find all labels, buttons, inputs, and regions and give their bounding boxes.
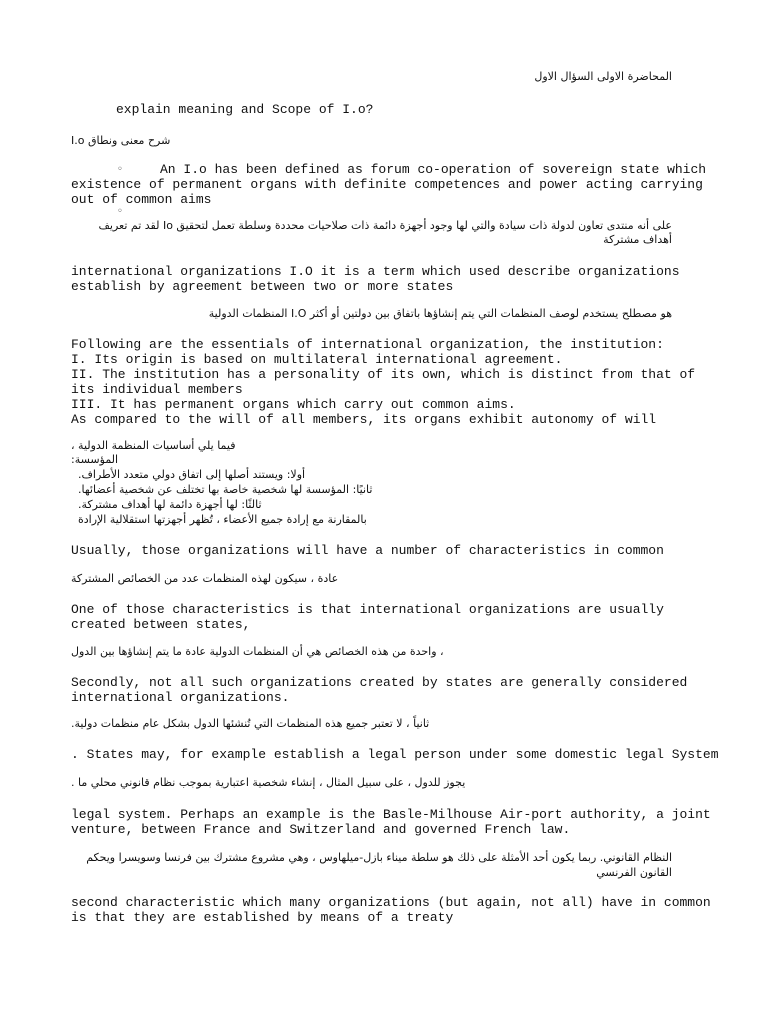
secondly-line-1: Secondly, not all such organizations created by states are generally considered — [71, 675, 688, 690]
question-english: explain meaning and Scope of I.o? — [116, 102, 374, 117]
secondly-line-2: international organizations. — [71, 690, 290, 705]
essentials-arabic-institution: المؤسسة: — [71, 453, 119, 466]
treaty-line-1: second characteristic which many organizations (but again, not all) have in common — [71, 895, 711, 910]
definition-line-2: existence of permanent organs with definite competences and power acting carrying — [71, 177, 703, 192]
io-term-arabic: هو مصطلح يستخدم لوصف المنظمات التي يتم إنشاؤها باتفاق بين دولتين أو أكثر I.O المنظمات الدولية — [208, 307, 672, 320]
essentials-arabic-autonomy: بالمقارنة مع إرادة جميع الأعضاء ، تُظهر أجهزتها استقلالية الإرادة — [78, 513, 367, 526]
essential-2-cont: its individual members — [71, 382, 243, 397]
bullet-icon: ◦ — [117, 164, 123, 175]
treaty-line-2: is that they are established by means of a treaty — [71, 910, 454, 925]
essential-3: III. It has permanent organs which carry out common aims. — [71, 397, 516, 412]
definition-line-3: out of common aims — [71, 192, 212, 207]
usually-arabic: عادة ، سيكون لهذه المنظمات عدد من الخصائص المشتركة — [71, 572, 339, 585]
essential-1: I. Its origin is based on multilateral international agreement. — [71, 352, 563, 367]
legal-system-arabic-line-1: النظام القانوني. ربما يكون أحد الأمثلة على ذلك هو سلطة ميناء بازل-ميلهاوس ، وهي مشروع مشترك بين فرنسا وسويسرا ويحكم — [86, 851, 672, 864]
states-arabic: يجوز للدول ، على سبيل المثال ، إنشاء شخصية اعتبارية بموجب نظام قانوني محلي ما . — [71, 776, 466, 789]
legal-system-arabic-line-2: القانون الفرنسي — [596, 866, 672, 879]
question-arabic: شرح معنى ونطاق I.o — [71, 134, 171, 147]
bullet-icon: ◦ — [117, 206, 123, 217]
io-term-line-2: establish by agreement between two or more states — [71, 279, 454, 294]
one-characteristic-line-2: created between states, — [71, 617, 251, 632]
essentials-arabic-intro: فيما يلي أساسيات المنظمة الدولية ، — [71, 439, 236, 452]
legal-system-line-2: venture, between France and Switzerland and governed French law. — [71, 822, 571, 837]
states-english: . States may, for example establish a legal person under some domestic legal System — [71, 747, 719, 762]
essential-2: II. The institution has a personality of its own, which is distinct from that of — [71, 367, 696, 382]
essential-autonomy: As compared to the will of all members, its organs exhibit autonomy of will — [71, 412, 657, 427]
io-term-line-1: international organizations I.O it is a term which used describe organizations — [71, 264, 680, 279]
essentials-arabic-1: أولا: ويستند أصلها إلى اتفاق دولي متعدد الأطراف. — [78, 468, 306, 481]
essentials-intro: Following are the essentials of international organization, the institution: — [71, 337, 664, 352]
essentials-arabic-3: ثالثًا: لها أجهزة دائمة لها أهداف مشتركة. — [78, 498, 262, 511]
essentials-arabic-2: ثانيًا: المؤسسة لها شخصية خاصة بها تختلف عن شخصية أعضائها. — [78, 483, 373, 496]
usually-english: Usually, those organizations will have a number of characteristics in common — [71, 543, 664, 558]
secondly-arabic: ثانياً ، لا تعتبر جميع هذه المنظمات التي تُنشئها الدول بشكل عام منظمات دولية. — [71, 717, 430, 730]
definition-arabic-line-1: على أنه منتدى تعاون لدولة ذات سيادة والتي لها وجود أجهزة دائمة ذات صلاحيات محددة وسلطة تعمل لتحقيق Io لقد تم تعريف — [98, 219, 672, 232]
one-characteristic-line-1: One of those characteristics is that international organizations are usually — [71, 602, 664, 617]
one-characteristic-arabic: ، واحدة من هذه الخصائص هي أن المنظمات الدولية عادة ما يتم إنشاؤها بين الدول — [71, 645, 444, 658]
legal-system-line-1: legal system. Perhaps an example is the Basle-Milhouse Air-port authority, a joint — [71, 807, 711, 822]
definition-arabic-line-2: أهداف مشتركة — [603, 233, 672, 246]
definition-line-1: An I.o has been defined as forum co-operation of sovereign state which — [160, 162, 707, 177]
lecture-heading: المحاضرة الاولى السؤال الاول — [534, 70, 672, 83]
